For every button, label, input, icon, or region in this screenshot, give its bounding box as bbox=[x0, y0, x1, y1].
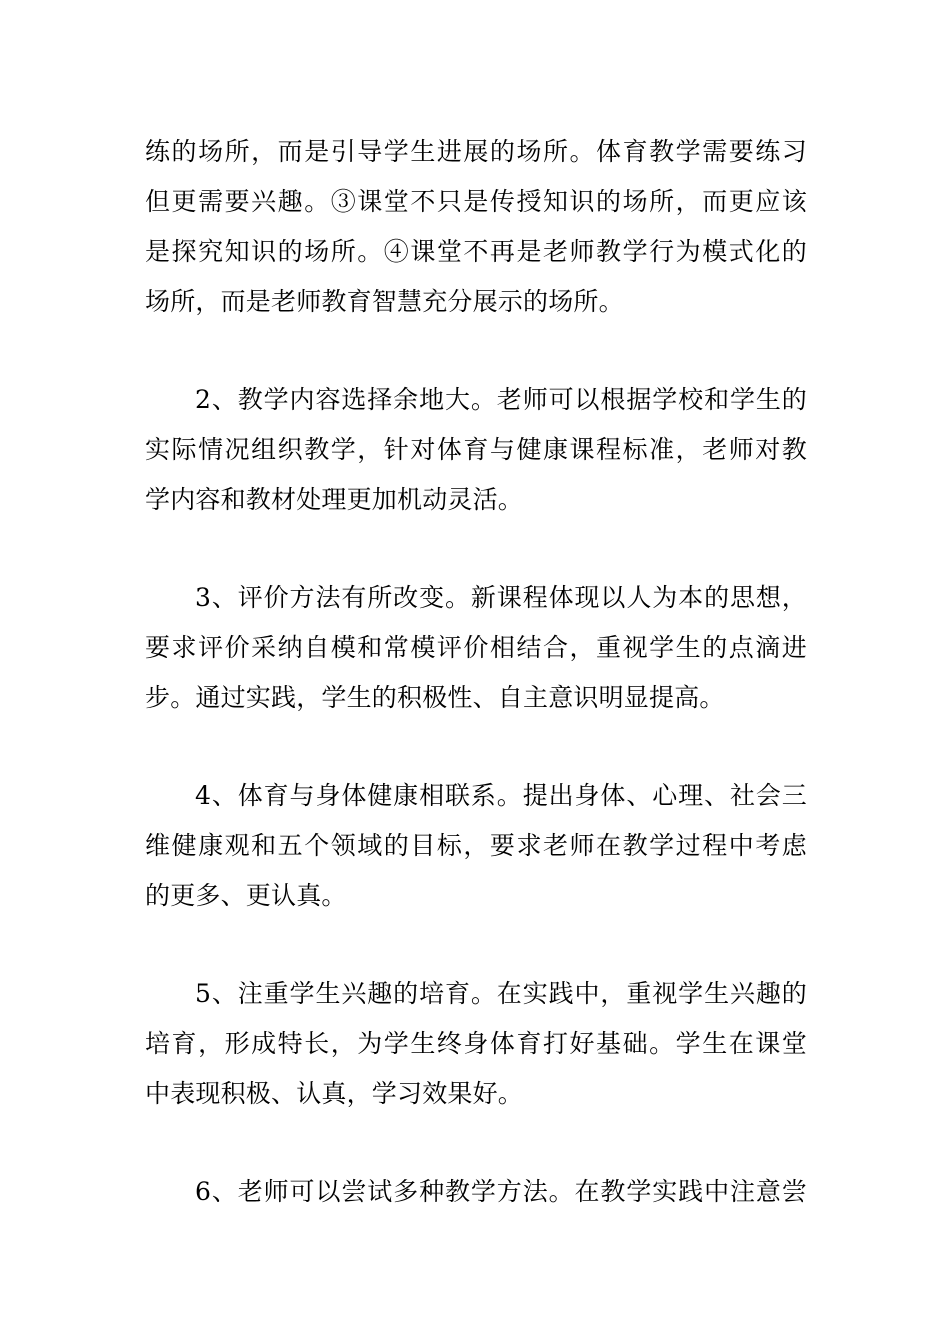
paragraph-2 bbox=[145, 375, 807, 525]
paragraph-6 bbox=[145, 1167, 807, 1217]
text-line: 2、教学内容选择余地大。老师可以根据学校和学生的 bbox=[195, 385, 807, 414]
text-line: 4、体育与身体健康相联系。提出身体、心理、社会三 bbox=[195, 781, 807, 810]
text-line: 培育，形成特长，为学生终身体育打好基础。学生在课堂 bbox=[145, 1029, 807, 1058]
paragraph-1 bbox=[145, 127, 807, 327]
text-line: 的更多、更认真。 bbox=[145, 881, 347, 910]
text-line: 6、老师可以尝试多种教学方法。在教学实践中注意尝 bbox=[195, 1177, 807, 1206]
text-line: 是探究知识的场所。④课堂不再是老师教学行为模式化的 bbox=[145, 237, 807, 266]
text-line: 练的场所，而是引导学生进展的场所。体育教学需要练习 bbox=[145, 137, 807, 166]
text-line: 场所，而是老师教育智慧充分展示的场所。 bbox=[145, 287, 624, 316]
text-line: 学内容和教材处理更加机动灵活。 bbox=[145, 485, 524, 514]
paragraph-5 bbox=[145, 969, 807, 1119]
text-line: 但更需要兴趣。③课堂不只是传授知识的场所，而更应该 bbox=[145, 187, 807, 216]
text-line: 3、评价方法有所改变。新课程体现以人为本的思想， bbox=[195, 583, 807, 612]
text-line: 步。通过实践，学生的积极性、自主意识明显提高。 bbox=[145, 683, 725, 712]
text-line: 中表现积极、认真，学习效果好。 bbox=[145, 1079, 524, 1108]
text-line: 维健康观和五个领域的目标，要求老师在教学过程中考虑 bbox=[145, 831, 807, 860]
text-line: 要求评价采纳自模和常模评价相结合，重视学生的点滴进 bbox=[145, 633, 807, 662]
text-line: 5、注重学生兴趣的培育。在实践中，重视学生兴趣的 bbox=[195, 979, 807, 1008]
paragraph-4 bbox=[145, 771, 807, 921]
paragraph-3 bbox=[145, 573, 807, 723]
text-line: 实际情况组织教学，针对体育与健康课程标准，老师对教 bbox=[145, 435, 807, 464]
